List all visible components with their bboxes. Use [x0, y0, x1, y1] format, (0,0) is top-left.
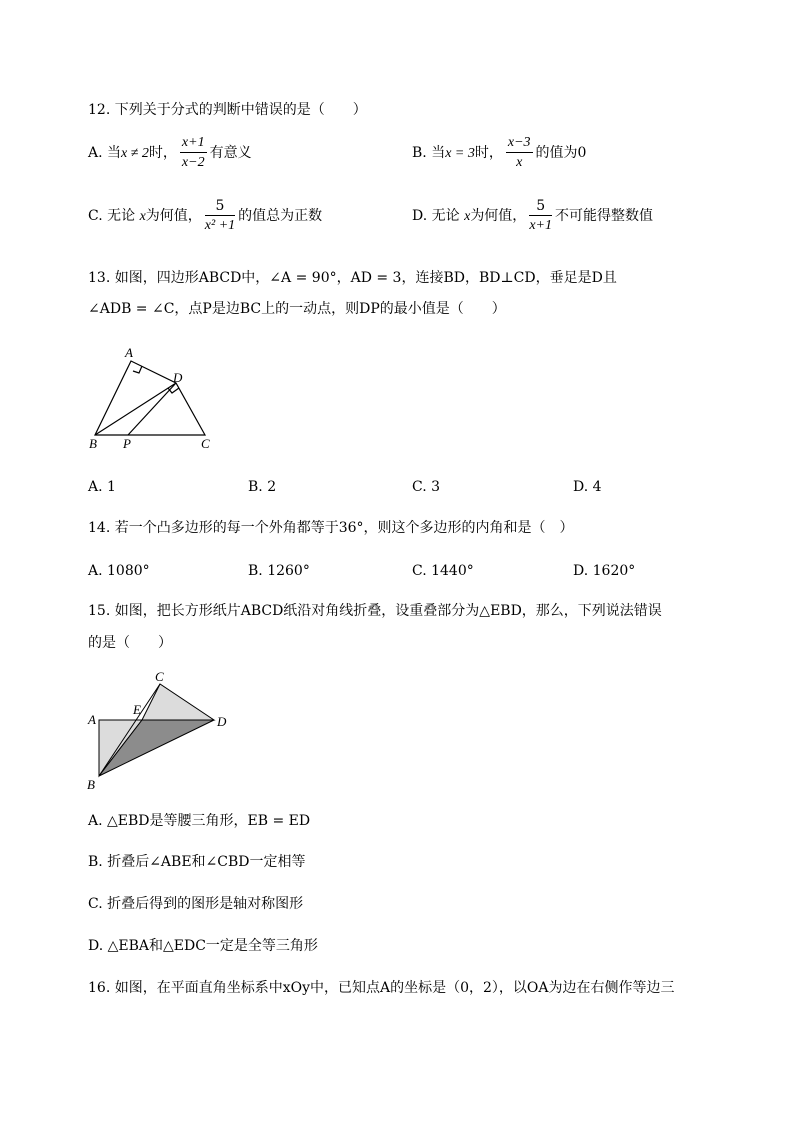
q12-option-a: A. 当x ≠ 2时， $\frac{x+1}{x-2}$ 有意义 — [88, 135, 252, 170]
q15-figure — [84, 668, 239, 793]
q13-option-a: A. 1 — [88, 479, 116, 495]
right-angle-mark-a — [133, 366, 142, 373]
q15-option-a: A. △EBD是等腰三角形，EB = ED — [88, 813, 311, 829]
label-c: C — [155, 669, 164, 684]
label-e: E — [133, 702, 141, 717]
q16-stem-line1: 16. 如图，在平面直角坐标系中xOy中，已知点A的坐标是（0，2），以OA为边在右侧作等边三 — [88, 980, 675, 996]
q14-option-b: B. 1260° — [248, 563, 310, 579]
label-b: B — [89, 436, 97, 451]
q12-option-c: C. 无论 x为何值， $\frac{5}{\text{x² +1}}$ 的值总为正数 — [88, 198, 323, 233]
q15-option-c: C. 折叠后得到的图形是轴对称图形 — [88, 896, 304, 912]
label-a: A — [88, 712, 96, 727]
q14-option-a: A. 1080° — [88, 563, 150, 579]
q14-stem: 14. 若一个凸多边形的每一个外角都等于36°，则这个多边形的内角和是（ ） — [88, 520, 574, 536]
q13-option-c: C. 3 — [412, 479, 441, 495]
q15-stem-line2: 的是（ ） — [88, 635, 172, 651]
q14-option-d: D. 1620° — [573, 563, 636, 579]
q13-stem-line2: ∠ADB = ∠C，点P是边BC上的一动点，则DP的最小值是（ ） — [88, 301, 506, 317]
q13-stem-line1: 13. 如图，四边形ABCD中，∠A = 90°，AD = 3，连接BD，BD⊥CD，垂足是D且 — [88, 270, 617, 286]
q13-option-d: D. 4 — [573, 479, 602, 495]
q15-option-d: D. △EBA和△EDC一定是全等三角形 — [88, 938, 318, 954]
q13-option-b: B. 2 — [248, 479, 277, 495]
right-angle-mark-d — [168, 388, 179, 393]
q13-figure — [85, 340, 225, 455]
q12-option-b: B. 当x = 3时， $\frac{x-3}{x}$ 的值为0 — [412, 135, 587, 170]
label-c: C — [201, 436, 210, 451]
triangle-edc — [142, 684, 214, 720]
q12-option-d: D. 无论 x为何值， $\frac{5}{x+1}$ 不可能得整数值 — [412, 198, 653, 233]
q15-option-b: B. 折叠后∠ABE和∠CBD一定相等 — [88, 854, 306, 870]
label-a: A — [125, 345, 133, 360]
label-d: D — [173, 370, 183, 385]
q14-option-c: C. 1440° — [412, 563, 474, 579]
label-d: D — [217, 714, 227, 729]
label-p: P — [123, 436, 131, 451]
q12-stem: 12. 下列关于分式的判断中错误的是（ ） — [88, 102, 367, 118]
label-b: B — [87, 777, 95, 792]
q15-stem-line1: 15. 如图，把长方形纸片ABCD纸沿对角线折叠，设重叠部分为△EBD，那么，下列说法错误 — [88, 603, 662, 619]
